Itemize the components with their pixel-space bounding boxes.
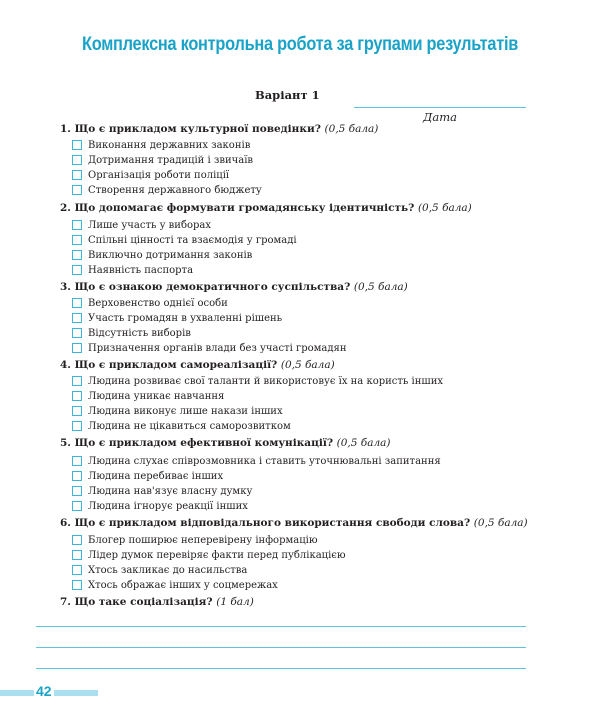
answer-option[interactable] [72,263,193,277]
question-text: 7. Що таке соціалізація? [60,596,213,608]
question-points: (0,5 бала) [353,281,408,293]
checkbox[interactable] [72,456,82,466]
checkbox[interactable] [72,580,82,590]
answer-option[interactable] [72,563,247,577]
answer-option[interactable] [72,419,291,433]
question-text: 1. Що є прикладом культурної поведінки? [60,123,321,135]
option-label: Створення державного бюджету [88,184,262,196]
date-label: Дата [423,110,457,124]
page-number: 42 [36,683,52,699]
option-label: Людина виконує лише накази інших [88,405,283,417]
option-label: Людина слухає співрозмовника і ставить уточнювальні запитання [88,455,441,467]
question-points: (0,5 бала) [280,359,335,371]
option-label: Дотримання традицій і звичаїв [88,154,254,166]
worksheet-title: Комплексна контрольна робота за групами результатів [81,34,519,55]
checkbox[interactable] [72,421,82,431]
variant-label: Варіант 1 [255,88,320,102]
answer-option[interactable] [72,153,253,167]
option-label: Людина нав'язує власну думку [88,485,253,497]
checkbox[interactable] [72,313,82,323]
answer-option[interactable] [72,248,252,262]
answer-option[interactable] [72,296,228,310]
answer-option[interactable] [72,454,441,468]
checkbox[interactable] [72,406,82,416]
option-label: Організація роботи поліції [88,169,230,181]
answer-option[interactable] [72,469,223,483]
answer-option[interactable] [72,218,211,232]
question-text: 5. Що є прикладом ефективної комунікації? [60,437,333,449]
answer-option[interactable] [72,233,297,247]
checkbox[interactable] [72,265,82,275]
option-label: Блогер поширює неперевірену інформацію [88,534,318,546]
question-5 [60,437,391,449]
answer-line[interactable] [36,647,526,648]
checkbox[interactable] [72,535,82,545]
question-points: (0,5 бала) [473,517,528,529]
answer-option[interactable] [72,341,347,355]
option-label: Людина не цікавиться саморозвитком [88,420,291,432]
option-label: Людина ігнорує реакції інших [88,500,248,512]
option-label: Призначення органів влади без участі громадян [88,342,347,354]
option-label: Наявність паспорта [88,264,194,276]
checkbox[interactable] [72,250,82,260]
checkbox[interactable] [72,486,82,496]
answer-option[interactable] [72,374,443,388]
date-line[interactable] [354,107,526,108]
option-label: Хтось закликає до насильства [88,564,248,576]
option-label: Лише участь у виборах [88,219,212,231]
option-label: Хтось ображає інших у соцмережах [88,579,278,591]
question-text: 4. Що є прикладом самореалізації? [60,359,278,371]
option-label: Людина розвиває свої таланти й використовує їх на користь інших [88,375,443,387]
option-label: Відсутність виборів [88,327,191,339]
question-7 [60,596,254,608]
answer-line[interactable] [36,668,526,669]
question-text: 2. Що допомагає формувати громадянську ідентичність? [60,202,415,214]
option-label: Виконання державних законів [88,139,251,151]
checkbox[interactable] [72,155,82,165]
option-label: Участь громадян в ухваленні рішень [88,312,283,324]
answer-option[interactable] [72,548,346,562]
checkbox[interactable] [72,298,82,308]
checkbox[interactable] [72,376,82,386]
question-text: 3. Що є ознакою демократичного суспільства? [60,281,351,293]
question-6 [60,517,528,529]
question-1 [60,123,378,135]
answer-line[interactable] [36,626,526,627]
question-points: (0,5 бала) [324,123,379,135]
answer-option[interactable] [72,404,283,418]
option-label: Людина уникає навчання [88,390,225,402]
question-points: (0,5 бала) [336,437,391,449]
answer-option[interactable] [72,578,278,592]
checkbox[interactable] [72,170,82,180]
question-4 [60,359,335,371]
answer-option[interactable] [72,484,252,498]
checkbox[interactable] [72,220,82,230]
checkbox[interactable] [72,343,82,353]
answer-option[interactable] [72,183,262,197]
question-text: 6. Що є прикладом відповідального використання свободи слова? [60,517,471,529]
option-label: Лідер думок перевіряє факти перед публікацією [88,549,346,561]
answer-option[interactable] [72,533,318,547]
checkbox[interactable] [72,565,82,575]
checkbox[interactable] [72,328,82,338]
checkbox[interactable] [72,140,82,150]
checkbox[interactable] [72,235,82,245]
question-points: (1 бал) [216,596,254,608]
answer-option[interactable] [72,168,229,182]
question-3 [60,281,408,293]
option-label: Людина перебиває інших [88,470,224,482]
option-label: Верховенство однієї особи [88,297,228,309]
question-points: (0,5 бала) [417,202,472,214]
checkbox[interactable] [72,391,82,401]
answer-option[interactable] [72,499,248,513]
answer-option[interactable] [72,138,250,152]
question-2 [60,202,472,214]
checkbox[interactable] [72,185,82,195]
answer-option[interactable] [72,326,191,340]
answer-option[interactable] [72,389,224,403]
answer-option[interactable] [72,311,282,325]
option-label: Виключно дотримання законів [88,249,253,261]
option-label: Спільні цінності та взаємодія у громаді [88,234,297,246]
checkbox[interactable] [72,501,82,511]
checkbox[interactable] [72,471,82,481]
checkbox[interactable] [72,550,82,560]
